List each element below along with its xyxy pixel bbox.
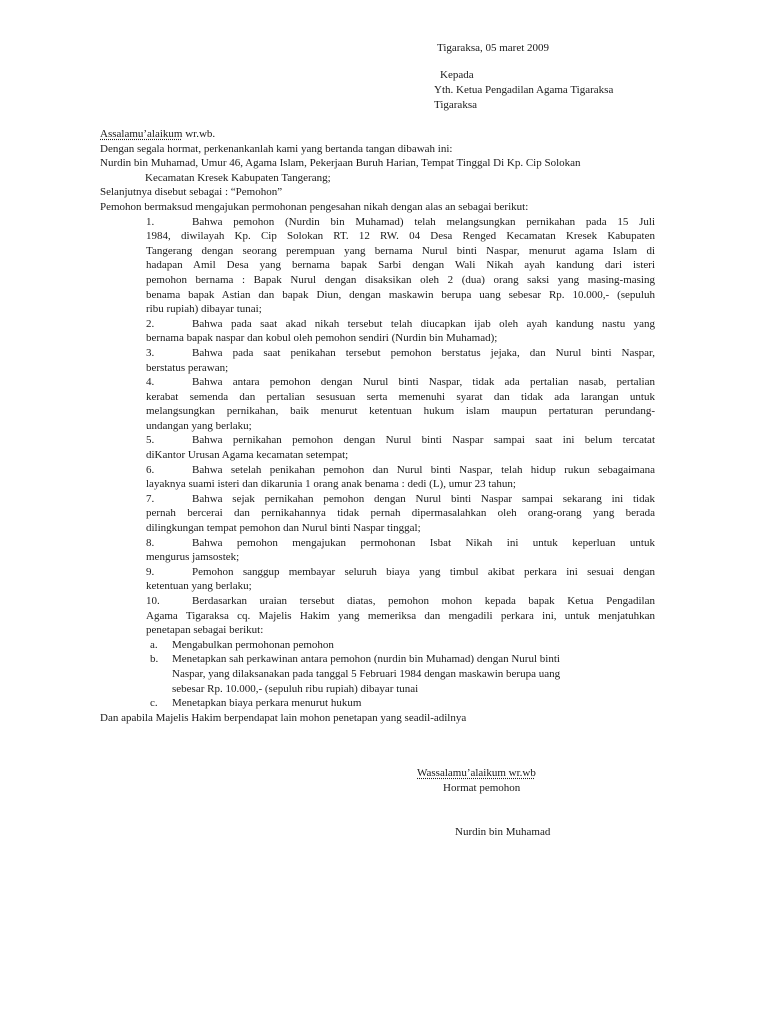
list-item-first-line	[146, 536, 655, 551]
list-item	[146, 215, 655, 317]
list-item-text: ribu rupiah) dibayar tunai;	[146, 303, 262, 316]
list-item-text: Tangerang dengan seorang perempuan yang bernama Nurul binti Naspar, menurut agama Islam di	[146, 244, 655, 257]
list-item-number: 9.	[146, 565, 155, 578]
list-item-line	[146, 550, 655, 565]
list-item-line	[146, 404, 655, 419]
list-item	[146, 433, 655, 462]
sub-list-item-label: c.	[150, 697, 158, 710]
identity-line-2: Kecamatan Kresek Kabupaten Tangerang;	[145, 171, 331, 184]
list-item-number: 2.	[146, 317, 155, 330]
list-item-line	[146, 331, 655, 346]
list-item-text: pernah bercerai dan pernikahannya tidak pernah dipermasalahkan oleh orang-orang yang berada	[146, 507, 655, 520]
sub-list-item-line	[150, 696, 655, 711]
closing-text: Dan apabila Majelis Hakim berpendapat lain mohon penetapan yang seadil-adilnya	[100, 711, 467, 724]
list-item-text: berstatus perawan;	[146, 361, 229, 374]
list-item-text: Bahwa sejak pernikahan pemohon dengan Nurul binti Naspar sampai sekarang ini tidak	[192, 492, 655, 505]
sub-list-item-text: Mengabulkan permohonan pemohon	[172, 638, 334, 651]
list-item	[146, 492, 655, 536]
list-item-first-line	[146, 215, 655, 230]
sub-list-item	[150, 638, 655, 653]
list-item-number: 4.	[146, 376, 155, 389]
list-item	[146, 317, 655, 346]
list-item	[146, 375, 655, 433]
greeting	[100, 127, 660, 142]
list-item	[146, 463, 655, 492]
list-item-first-line	[146, 346, 655, 361]
list-item-line	[146, 477, 655, 492]
list-item-first-line	[146, 463, 655, 478]
sub-list-item	[150, 696, 655, 711]
list-item-line	[146, 288, 655, 303]
sub-list-item-text: Menetapkan biaya perkara menurut hukum	[172, 697, 362, 710]
list-item-text: mengurus jamsostek;	[146, 551, 240, 564]
sub-list-item	[150, 652, 655, 696]
list-item-text: Agama Tigaraksa cq. Majelis Hakim yang memeriksa dan mengadili perkara ini, untuk menjatuhkan	[146, 609, 655, 622]
list-item-text: Bahwa pada saat akad nikah tersebut telah diucapkan ijab oleh ayah kandung nastu yang	[192, 317, 655, 330]
list-item	[146, 594, 655, 638]
greeting-salam: Assalamu’alaikum	[100, 128, 183, 140]
list-item-text: Bahwa antara pemohon dengan Nurul binti Naspar, tidak ada pertalian nasab, pertalian	[192, 376, 655, 389]
sub-list-item-line	[150, 638, 655, 653]
list-item-text: Berdasarkan uraian tersebut diatas, pemohon mohon kepada bapak Ketua Pengadilan	[192, 595, 655, 607]
list-item-number: 7.	[146, 492, 155, 505]
list-item-line	[146, 302, 655, 317]
list-item-line	[146, 273, 655, 288]
closing-salam: Wassalamu’alaikum wr.wb	[417, 767, 536, 779]
greeting-suffix: wr.wb.	[182, 128, 216, 140]
list-item-first-line	[146, 433, 655, 448]
sub-list-item-text: Naspar, yang dilaksanakan pada tanggal 5 Februari 1984 dengan maskawin berupa uang	[172, 667, 561, 680]
place-date: Tigaraksa, 05 maret 2009	[437, 42, 550, 54]
sub-list-item-line	[150, 652, 655, 667]
list-item-first-line	[146, 565, 655, 580]
list-item	[146, 565, 655, 594]
list-item-text: Bahwa setelah penikahan pemohon dan Nurul binti Naspar, telah hidup rukun sebagaimana	[192, 463, 655, 476]
signer-name: Nurdin bin Muhamad	[455, 826, 551, 838]
list-item-first-line	[146, 317, 655, 332]
list-item-number: 8.	[146, 536, 155, 549]
sub-list-item-text: Menetapkan sah perkawinan antara pemohon (nurdin bin Muhamad) dengan Nurul binti	[172, 653, 560, 666]
regards-text: Hormat pemohon	[443, 782, 521, 794]
list-item-text: pemohon bernama : Bapak Nurul dengan disaksikan oleh 2 (dua) orang saksi yang masing-masing	[146, 273, 655, 286]
list-item-number: 1.	[146, 215, 155, 228]
numbered-list	[100, 215, 660, 638]
list-item-text: benama bapak Astian dan bapak Diun, dengan maskawin berupa uang sebesar Rp. 10.000,- (sepuluh	[146, 288, 655, 301]
list-item-text: 1984, diwilayah Kp. Cip Solokan RT. 12 RW. 04 Desa Renged Kecamatan Kresek Kabupaten	[146, 230, 655, 243]
list-item	[146, 536, 655, 565]
list-item-line	[146, 419, 655, 434]
list-item-first-line	[146, 594, 655, 609]
list-item-first-line	[146, 492, 655, 507]
alias-prefix: Selanjutnya disebut sebagai :	[100, 186, 231, 199]
purpose-text: Pemohon bermaksud mengajukan permohonan pengesahan nikah dengan alas an sebagai berikut:	[100, 200, 529, 213]
list-item-line	[146, 448, 655, 463]
list-item-line	[146, 361, 655, 376]
list-item-line	[146, 244, 655, 259]
sub-list-item-label: b.	[150, 653, 159, 666]
list-item-line	[146, 521, 655, 536]
list-item-text: dilingkungan tempat pemohon dan Nurul binti Naspar tinggal;	[146, 522, 421, 535]
list-item-line	[146, 623, 655, 638]
addressee: Yth. Ketua Pengadilan Agama Tigaraksa	[434, 84, 614, 96]
list-item-text: Bahwa pemohon mengajukan permohonan Isbat Nikah ini untuk keperluan untuk	[192, 536, 655, 549]
addressee-city: Tigaraksa	[434, 99, 477, 111]
list-item-line	[146, 609, 655, 624]
list-item-number: 3.	[146, 346, 155, 359]
sub-list-item-label: a.	[150, 638, 158, 651]
to-label: Kepada	[440, 69, 474, 81]
list-item-text: Bahwa pada saat penikahan tersebut pemohon berstatus jejaka, dan Nurul binti Naspar,	[192, 346, 655, 359]
list-item-first-line	[146, 375, 655, 390]
list-item-line	[146, 258, 655, 273]
list-item-number: 5.	[146, 434, 155, 447]
list-item-text: diKantor Urusan Agama kecamatan setempat;	[146, 449, 349, 462]
list-item-text: undangan yang berlaku;	[146, 419, 252, 432]
list-item-text: bernama bapak naspar dan kobul oleh pemohon sendiri (Nurdin bin Muhamad);	[146, 332, 498, 345]
list-item	[146, 346, 655, 375]
list-item-line	[146, 229, 655, 244]
list-item-text: Bahwa pernikahan pemohon dengan Nurul binti Naspar sampai saat ini belum tercatat	[192, 434, 655, 447]
identity-line-1: Nurdin bin Muhamad, Umur 46, Agama Islam, Pekerjaan Buruh Harian, Tempat Tinggal Di Kp. Cip Solokan	[100, 157, 581, 170]
alias-name: “Pemohon”	[230, 186, 283, 199]
sub-list-item-line	[150, 682, 655, 697]
letter-body	[100, 127, 660, 725]
list-item-line	[146, 579, 655, 594]
list-item-text: hadapan Amil Desa yang bernama bapak Sarbi dengan Wali Nikah ayah kandung dari isteri	[146, 259, 655, 272]
sub-list-item-line	[150, 667, 655, 682]
list-item-text: kerabat semenda dan pertalian sesusuan serta memenuhi syarat dan tidak ada larangan untuk	[146, 390, 655, 403]
list-item-number: 10.	[146, 595, 160, 607]
list-item-text: ketentuan yang berlaku;	[146, 580, 252, 593]
lettered-list	[100, 638, 660, 711]
alias-line	[100, 185, 660, 200]
list-item-text: penetapan sebagai berikut:	[146, 624, 264, 637]
list-item-text: Pemohon sanggup membayar seluruh biaya yang timbul akibat perkara ini sesuai dengan	[192, 565, 655, 578]
sub-list-item-text: sebesar Rp. 10.000,- (sepuluh ribu rupiah) dibayar tunai	[172, 682, 419, 695]
list-item-text: Bahwa pemohon (Nurdin bin Muhamad) telah melangsungkan pernikahan pada 15 Juli	[192, 215, 655, 228]
list-item-line	[146, 506, 655, 521]
intro-text: Dengan segala hormat, perkenankanlah kami yang bertanda tangan dibawah ini:	[100, 142, 453, 155]
list-item-line	[146, 390, 655, 405]
list-item-text: melangsungkan pernikahan, baik menurut ketentuan hukum islam maupun pertaturan perundang-	[146, 405, 655, 418]
list-item-number: 6.	[146, 463, 155, 476]
list-item-text: layaknya suami isteri dan dikarunia 1 orang anak benama : dedi (L), umur 23 tahun;	[146, 478, 516, 491]
